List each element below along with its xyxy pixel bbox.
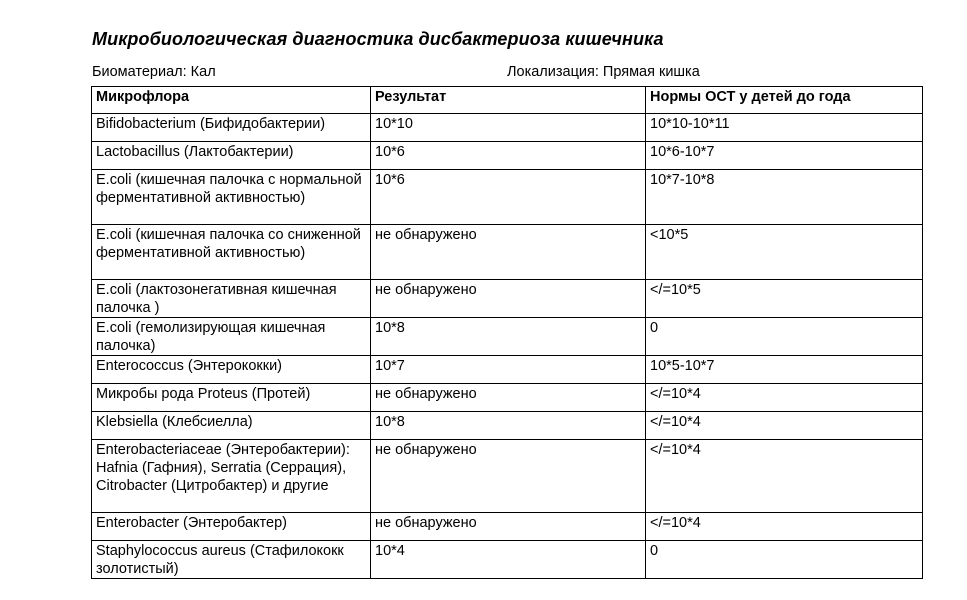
cell-microflora: E.coli (гемолизирующая кишечная палочка) xyxy=(92,318,371,356)
cell-result: 10*8 xyxy=(371,318,646,356)
cell-result: не обнаружено xyxy=(371,280,646,318)
cell-norm: 10*6-10*7 xyxy=(646,142,923,170)
cell-microflora: Bifidobacterium (Бифидобактерии) xyxy=(92,114,371,142)
cell-norm: 10*10-10*11 xyxy=(646,114,923,142)
table-row xyxy=(92,114,923,142)
cell-norm: </=10*4 xyxy=(646,412,923,440)
cell-norm: </=10*4 xyxy=(646,384,923,412)
cell-result: 10*6 xyxy=(371,170,646,225)
cell-result: не обнаружено xyxy=(371,384,646,412)
cell-norm: 10*5-10*7 xyxy=(646,356,923,384)
cell-result: 10*10 xyxy=(371,114,646,142)
cell-microflora: Enterococcus (Энтерококки) xyxy=(92,356,371,384)
cell-result: 10*8 xyxy=(371,412,646,440)
table-row xyxy=(92,384,923,412)
table-row xyxy=(92,541,923,579)
cell-norm: 0 xyxy=(646,541,923,579)
table-row xyxy=(92,513,923,541)
table-row xyxy=(92,440,923,513)
cell-result: 10*6 xyxy=(371,142,646,170)
biomaterial-label: Биоматериал: Кал xyxy=(92,64,216,80)
document-title: Микробиологическая диагностика дисбактериоза кишечника xyxy=(92,29,664,49)
cell-norm: </=10*5 xyxy=(646,280,923,318)
header-microflora: Микрофлора xyxy=(92,87,371,114)
localization-label: Локализация: Прямая кишка xyxy=(507,64,700,80)
header-result: Результат xyxy=(371,87,646,114)
table-row xyxy=(92,142,923,170)
cell-result: 10*7 xyxy=(371,356,646,384)
table-row xyxy=(92,318,923,356)
header-norm: Нормы ОСТ у детей до года xyxy=(646,87,923,114)
cell-result: не обнаружено xyxy=(371,225,646,280)
cell-norm: 10*7-10*8 xyxy=(646,170,923,225)
table-row xyxy=(92,280,923,318)
cell-norm: <10*5 xyxy=(646,225,923,280)
cell-result: не обнаружено xyxy=(371,440,646,513)
cell-microflora: Klebsiella (Клебсиелла) xyxy=(92,412,371,440)
cell-microflora: Staphylococcus aureus (Стафилококк золотистый) xyxy=(92,541,371,579)
cell-result: не обнаружено xyxy=(371,513,646,541)
cell-microflora: E.coli (кишечная палочка со сниженной ферментативной активностью) xyxy=(92,225,371,280)
cell-norm: 0 xyxy=(646,318,923,356)
table-row xyxy=(92,356,923,384)
cell-microflora: Микробы рода Proteus (Протей) xyxy=(92,384,371,412)
cell-result: 10*4 xyxy=(371,541,646,579)
results-table xyxy=(91,86,923,579)
cell-microflora: Enterobacter (Энтеробактер) xyxy=(92,513,371,541)
cell-microflora: E.coli (кишечная палочка с нормальной ферментативной активностью) xyxy=(92,170,371,225)
cell-norm: </=10*4 xyxy=(646,440,923,513)
cell-microflora: Enterobacteriaceae (Энтеробактерии): Hafnia (Гафния), Serratia (Серрация), Citrobacter (Цитробактер) и другие xyxy=(92,440,371,513)
table-header-row xyxy=(92,87,923,114)
cell-microflora: Lactobacillus (Лактобактерии) xyxy=(92,142,371,170)
table-row xyxy=(92,225,923,280)
table-row xyxy=(92,412,923,440)
table-row xyxy=(92,170,923,225)
cell-microflora: E.coli (лактозонегативная кишечная палочка ) xyxy=(92,280,371,318)
cell-norm: </=10*4 xyxy=(646,513,923,541)
